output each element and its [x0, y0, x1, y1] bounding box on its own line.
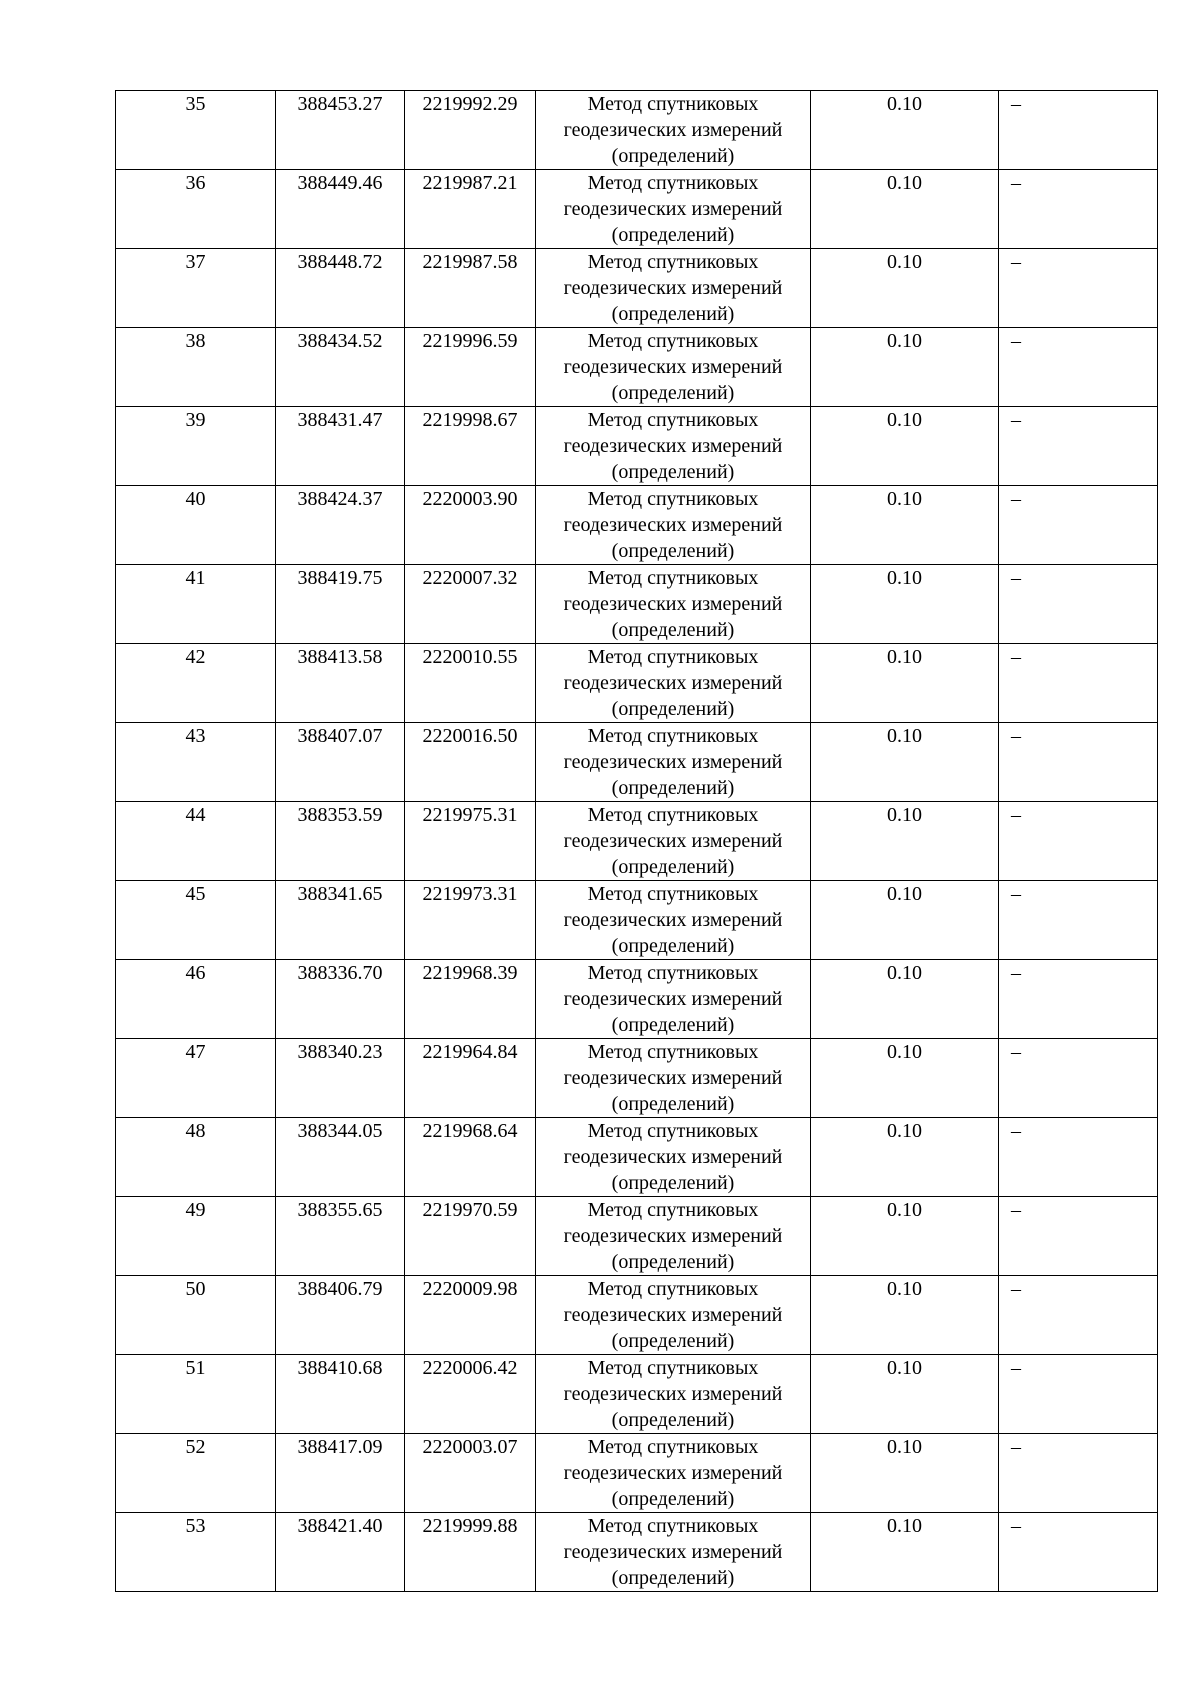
y-coordinate-cell: 2219970.59 — [405, 1197, 536, 1276]
y-coordinate-cell: 2219999.88 — [405, 1513, 536, 1592]
note-cell: – — [999, 1434, 1158, 1513]
point-number-cell: 47 — [116, 1039, 276, 1118]
table-row — [116, 960, 1158, 1039]
y-coordinate-cell: 2219987.21 — [405, 170, 536, 249]
table-row — [116, 565, 1158, 644]
method-line: Метод спутниковых — [587, 1436, 759, 1458]
method-line: Метод спутниковых — [587, 646, 759, 668]
method-line: Метод спутниковых — [587, 251, 759, 273]
method-line: Метод спутниковых — [587, 883, 759, 905]
method-cell — [536, 407, 811, 486]
y-coordinate-cell: 2220016.50 — [405, 723, 536, 802]
point-number-cell: 41 — [116, 565, 276, 644]
method-line: (определений) — [611, 619, 735, 641]
accuracy-cell: 0.10 — [811, 249, 999, 328]
table-row — [116, 881, 1158, 960]
method-cell — [536, 881, 811, 960]
method-line: геодезических измерений — [563, 1304, 783, 1326]
note-cell: – — [999, 565, 1158, 644]
method-line: (определений) — [611, 698, 735, 720]
table-row — [116, 328, 1158, 407]
accuracy-cell: 0.10 — [811, 486, 999, 565]
table-row — [116, 1355, 1158, 1434]
x-coordinate-cell: 388341.65 — [276, 881, 405, 960]
y-coordinate-cell: 2219964.84 — [405, 1039, 536, 1118]
method-cell — [536, 565, 811, 644]
method-line: (определений) — [611, 461, 735, 483]
method-line: Метод спутниковых — [587, 1199, 759, 1221]
method-line: геодезических измерений — [563, 514, 783, 536]
y-coordinate-cell: 2220009.98 — [405, 1276, 536, 1355]
accuracy-cell: 0.10 — [811, 1434, 999, 1513]
method-cell — [536, 170, 811, 249]
note-cell: – — [999, 960, 1158, 1039]
method-cell — [536, 1039, 811, 1118]
table-row — [116, 91, 1158, 170]
y-coordinate-cell: 2219987.58 — [405, 249, 536, 328]
table-row — [116, 644, 1158, 723]
method-line: геодезических измерений — [563, 198, 783, 220]
accuracy-cell: 0.10 — [811, 565, 999, 644]
method-line: Метод спутниковых — [587, 1041, 759, 1063]
method-line: геодезических измерений — [563, 593, 783, 615]
x-coordinate-cell: 388410.68 — [276, 1355, 405, 1434]
method-line: (определений) — [611, 145, 735, 167]
method-line: геодезических измерений — [563, 435, 783, 457]
accuracy-cell: 0.10 — [811, 1513, 999, 1592]
y-coordinate-cell: 2219975.31 — [405, 802, 536, 881]
point-number-cell: 38 — [116, 328, 276, 407]
accuracy-cell: 0.10 — [811, 91, 999, 170]
method-line: (определений) — [611, 1093, 735, 1115]
table-body — [116, 91, 1158, 1592]
note-cell: – — [999, 407, 1158, 486]
y-coordinate-cell: 2219968.64 — [405, 1118, 536, 1197]
y-coordinate-cell: 2219996.59 — [405, 328, 536, 407]
table-row — [116, 170, 1158, 249]
method-line: геодезических измерений — [563, 909, 783, 931]
table-row — [116, 1118, 1158, 1197]
method-line: (определений) — [611, 1488, 735, 1510]
method-line: геодезических измерений — [563, 1225, 783, 1247]
method-line: (определений) — [611, 935, 735, 957]
point-number-cell: 46 — [116, 960, 276, 1039]
x-coordinate-cell: 388419.75 — [276, 565, 405, 644]
point-number-cell: 45 — [116, 881, 276, 960]
method-line: (определений) — [611, 1251, 735, 1273]
note-cell: – — [999, 328, 1158, 407]
note-cell: – — [999, 802, 1158, 881]
note-cell: – — [999, 1355, 1158, 1434]
method-line: геодезических измерений — [563, 830, 783, 852]
method-line: (определений) — [611, 856, 735, 878]
method-line: геодезических измерений — [563, 356, 783, 378]
method-line: (определений) — [611, 1172, 735, 1194]
x-coordinate-cell: 388406.79 — [276, 1276, 405, 1355]
x-coordinate-cell: 388340.23 — [276, 1039, 405, 1118]
method-line: (определений) — [611, 303, 735, 325]
method-line: Метод спутниковых — [587, 962, 759, 984]
method-line: Метод спутниковых — [587, 1357, 759, 1379]
method-line: геодезических измерений — [563, 1462, 783, 1484]
method-cell — [536, 802, 811, 881]
point-number-cell: 53 — [116, 1513, 276, 1592]
method-line: геодезических измерений — [563, 751, 783, 773]
x-coordinate-cell: 388448.72 — [276, 249, 405, 328]
table-row — [116, 407, 1158, 486]
method-line: (определений) — [611, 224, 735, 246]
method-cell — [536, 1118, 811, 1197]
note-cell: – — [999, 1118, 1158, 1197]
x-coordinate-cell: 388336.70 — [276, 960, 405, 1039]
point-number-cell: 36 — [116, 170, 276, 249]
method-line: (определений) — [611, 540, 735, 562]
table-row — [116, 1276, 1158, 1355]
note-cell: – — [999, 1513, 1158, 1592]
method-cell — [536, 1434, 811, 1513]
method-cell — [536, 328, 811, 407]
x-coordinate-cell: 388353.59 — [276, 802, 405, 881]
method-line: геодезических измерений — [563, 1541, 783, 1563]
method-line: (определений) — [611, 1567, 735, 1589]
note-cell: – — [999, 723, 1158, 802]
method-line: Метод спутниковых — [587, 725, 759, 747]
accuracy-cell: 0.10 — [811, 170, 999, 249]
point-number-cell: 52 — [116, 1434, 276, 1513]
table-row — [116, 1197, 1158, 1276]
method-cell — [536, 91, 811, 170]
method-line: (определений) — [611, 382, 735, 404]
x-coordinate-cell: 388431.47 — [276, 407, 405, 486]
point-number-cell: 42 — [116, 644, 276, 723]
method-cell — [536, 249, 811, 328]
table-row — [116, 1434, 1158, 1513]
accuracy-cell: 0.10 — [811, 723, 999, 802]
accuracy-cell: 0.10 — [811, 1197, 999, 1276]
accuracy-cell: 0.10 — [811, 1039, 999, 1118]
method-line: геодезических измерений — [563, 1383, 783, 1405]
x-coordinate-cell: 388344.05 — [276, 1118, 405, 1197]
y-coordinate-cell: 2219968.39 — [405, 960, 536, 1039]
method-cell — [536, 486, 811, 565]
method-line: (определений) — [611, 1409, 735, 1431]
accuracy-cell: 0.10 — [811, 407, 999, 486]
note-cell: – — [999, 1276, 1158, 1355]
method-line: (определений) — [611, 1330, 735, 1352]
accuracy-cell: 0.10 — [811, 1276, 999, 1355]
point-number-cell: 37 — [116, 249, 276, 328]
y-coordinate-cell: 2219992.29 — [405, 91, 536, 170]
method-cell — [536, 644, 811, 723]
accuracy-cell: 0.10 — [811, 960, 999, 1039]
method-line: Метод спутниковых — [587, 567, 759, 589]
point-number-cell: 43 — [116, 723, 276, 802]
note-cell: – — [999, 249, 1158, 328]
accuracy-cell: 0.10 — [811, 802, 999, 881]
method-line: Метод спутниковых — [587, 804, 759, 826]
method-cell — [536, 1513, 811, 1592]
point-number-cell: 40 — [116, 486, 276, 565]
method-line: Метод спутниковых — [587, 409, 759, 431]
note-cell: – — [999, 486, 1158, 565]
method-cell — [536, 960, 811, 1039]
note-cell: – — [999, 170, 1158, 249]
point-number-cell: 39 — [116, 407, 276, 486]
table-row — [116, 802, 1158, 881]
accuracy-cell: 0.10 — [811, 644, 999, 723]
x-coordinate-cell: 388453.27 — [276, 91, 405, 170]
method-cell — [536, 1355, 811, 1434]
method-line: Метод спутниковых — [587, 1515, 759, 1537]
y-coordinate-cell: 2220003.90 — [405, 486, 536, 565]
x-coordinate-cell: 388407.07 — [276, 723, 405, 802]
method-cell — [536, 723, 811, 802]
y-coordinate-cell: 2220003.07 — [405, 1434, 536, 1513]
coordinates-table — [115, 90, 1158, 1592]
x-coordinate-cell: 388421.40 — [276, 1513, 405, 1592]
x-coordinate-cell: 388355.65 — [276, 1197, 405, 1276]
x-coordinate-cell: 388417.09 — [276, 1434, 405, 1513]
accuracy-cell: 0.10 — [811, 328, 999, 407]
note-cell: – — [999, 644, 1158, 723]
table-row — [116, 1513, 1158, 1592]
method-line: геодезических измерений — [563, 119, 783, 141]
point-number-cell: 49 — [116, 1197, 276, 1276]
table-row — [116, 723, 1158, 802]
x-coordinate-cell: 388434.52 — [276, 328, 405, 407]
accuracy-cell: 0.10 — [811, 881, 999, 960]
note-cell: – — [999, 1197, 1158, 1276]
method-cell — [536, 1276, 811, 1355]
method-line: геодезических измерений — [563, 1067, 783, 1089]
y-coordinate-cell: 2220010.55 — [405, 644, 536, 723]
point-number-cell: 44 — [116, 802, 276, 881]
method-line: Метод спутниковых — [587, 330, 759, 352]
note-cell: – — [999, 881, 1158, 960]
table-row — [116, 1039, 1158, 1118]
point-number-cell: 51 — [116, 1355, 276, 1434]
y-coordinate-cell: 2220007.32 — [405, 565, 536, 644]
method-line: Метод спутниковых — [587, 1278, 759, 1300]
method-line: Метод спутниковых — [587, 172, 759, 194]
table-row — [116, 249, 1158, 328]
note-cell: – — [999, 1039, 1158, 1118]
x-coordinate-cell: 388413.58 — [276, 644, 405, 723]
method-line: геодезических измерений — [563, 988, 783, 1010]
method-line: (определений) — [611, 1014, 735, 1036]
method-line: Метод спутниковых — [587, 488, 759, 510]
method-cell — [536, 1197, 811, 1276]
point-number-cell: 48 — [116, 1118, 276, 1197]
note-cell: – — [999, 91, 1158, 170]
x-coordinate-cell: 388424.37 — [276, 486, 405, 565]
x-coordinate-cell: 388449.46 — [276, 170, 405, 249]
point-number-cell: 50 — [116, 1276, 276, 1355]
table-row — [116, 486, 1158, 565]
accuracy-cell: 0.10 — [811, 1355, 999, 1434]
point-number-cell: 35 — [116, 91, 276, 170]
method-line: Метод спутниковых — [587, 93, 759, 115]
method-line: (определений) — [611, 777, 735, 799]
accuracy-cell: 0.10 — [811, 1118, 999, 1197]
method-line: геодезических измерений — [563, 1146, 783, 1168]
method-line: Метод спутниковых — [587, 1120, 759, 1142]
y-coordinate-cell: 2219998.67 — [405, 407, 536, 486]
y-coordinate-cell: 2219973.31 — [405, 881, 536, 960]
y-coordinate-cell: 2220006.42 — [405, 1355, 536, 1434]
method-line: геодезических измерений — [563, 672, 783, 694]
method-line: геодезических измерений — [563, 277, 783, 299]
